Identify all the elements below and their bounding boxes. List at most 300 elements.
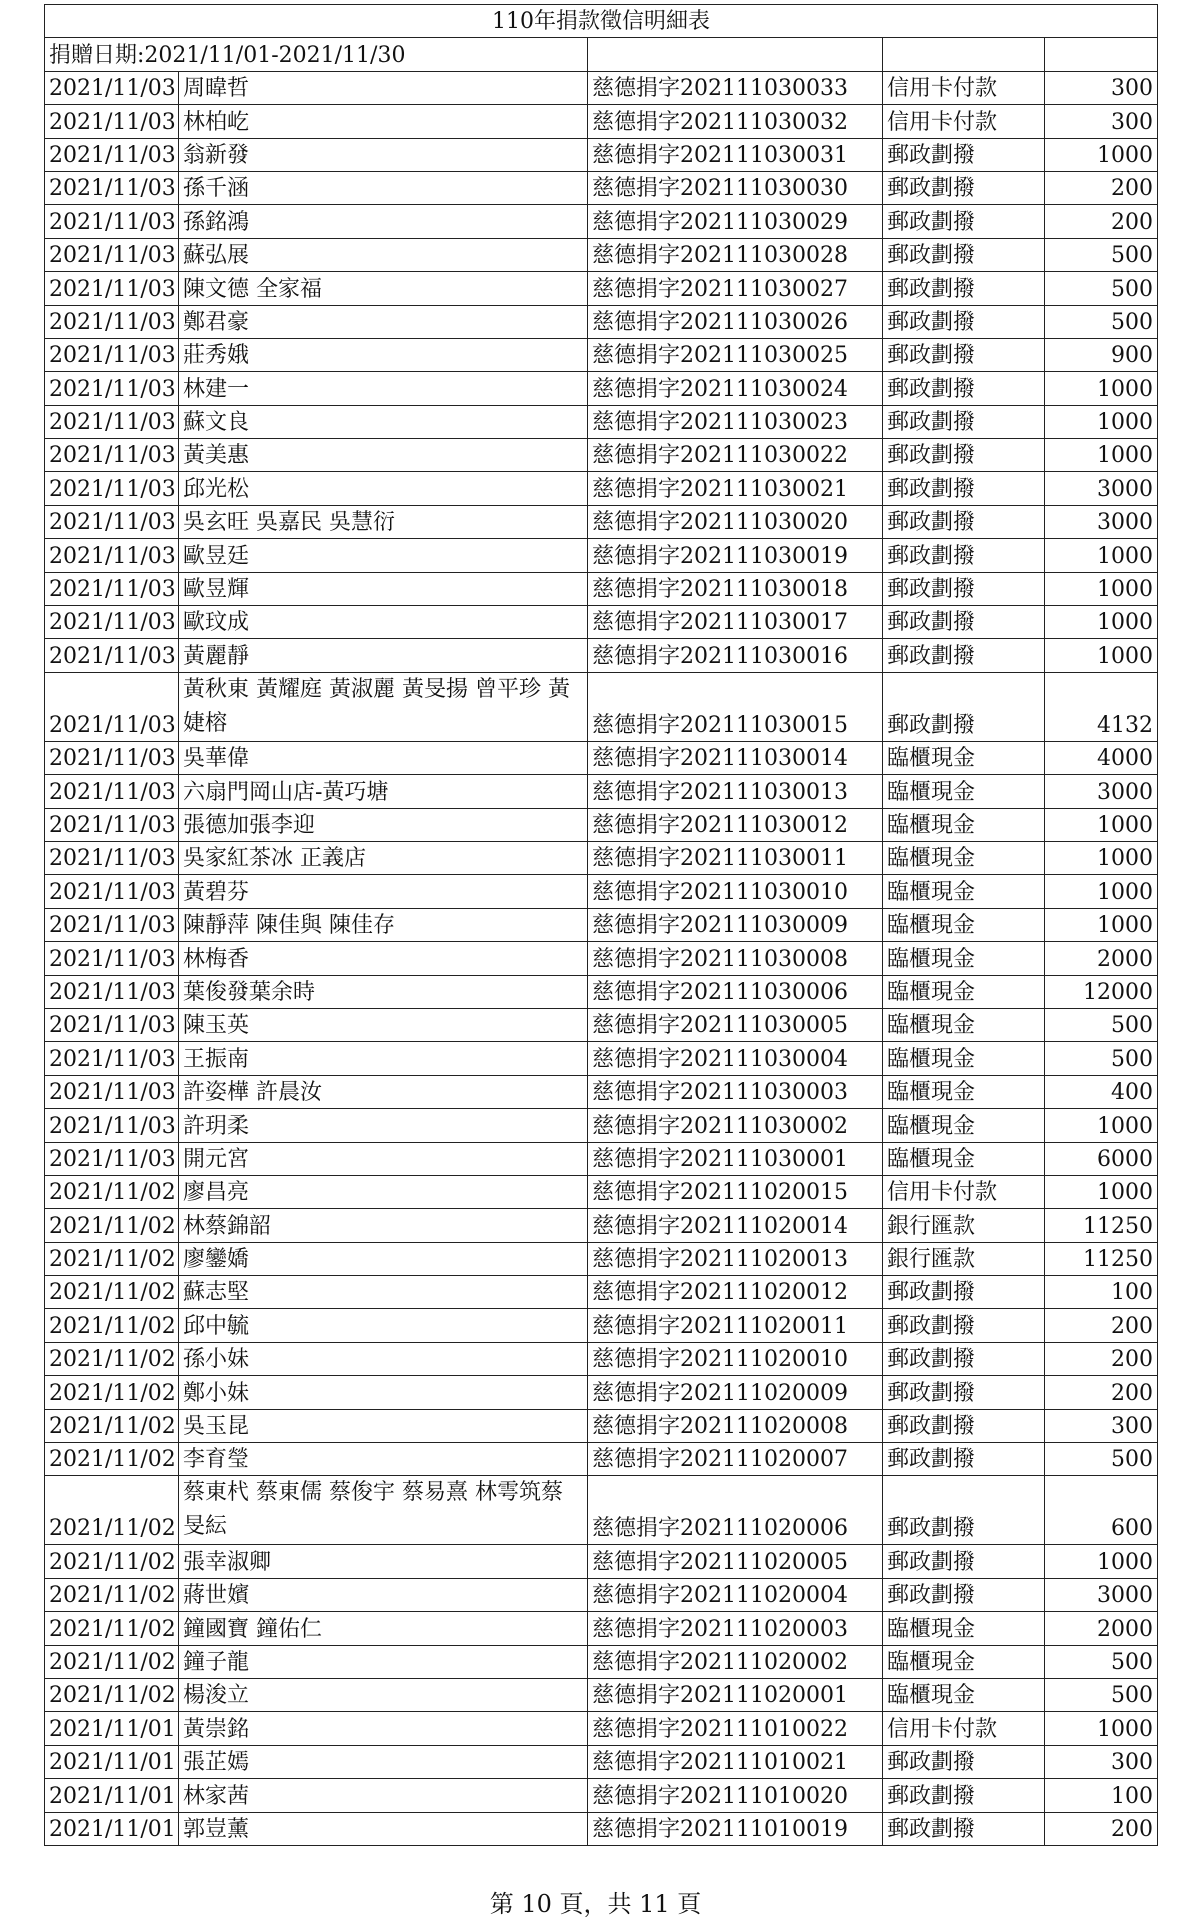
donation-amount: 500 <box>1045 1443 1158 1476</box>
payment-method: 郵政劃撥 <box>883 639 1045 672</box>
payment-method: 臨櫃現金 <box>883 1109 1045 1142</box>
donor-name: 林家茜 <box>179 1779 588 1812</box>
donor-name: 陳玉英 <box>179 1008 588 1041</box>
donor-name: 莊秀娥 <box>179 338 588 371</box>
donor-name: 陳文德 全家福 <box>179 272 588 305</box>
receipt-number: 慈德捐字202111030014 <box>588 741 883 774</box>
donation-amount: 200 <box>1045 1812 1158 1845</box>
donor-name: 王振南 <box>179 1042 588 1075</box>
donation-amount: 200 <box>1045 171 1158 204</box>
donation-amount: 1000 <box>1045 1175 1158 1208</box>
receipt-number: 慈德捐字202111030016 <box>588 639 883 672</box>
donation-amount: 1000 <box>1045 908 1158 941</box>
donation-date: 2021/11/02 <box>45 1678 179 1711</box>
empty-cell <box>1045 38 1158 71</box>
donation-date: 2021/11/01 <box>45 1745 179 1778</box>
donation-amount: 600 <box>1045 1476 1158 1545</box>
donation-date: 2021/11/03 <box>45 105 179 138</box>
donor-name: 黃美惠 <box>179 439 588 472</box>
receipt-number: 慈德捐字202111020006 <box>588 1476 883 1545</box>
donor-name: 開元宮 <box>179 1142 588 1175</box>
receipt-number: 慈德捐字202111030012 <box>588 808 883 841</box>
donation-amount: 300 <box>1045 105 1158 138</box>
receipt-number: 慈德捐字202111030030 <box>588 171 883 204</box>
receipt-number: 慈德捐字202111030028 <box>588 238 883 271</box>
page-footer: 第 10 頁，共 11 頁 <box>489 1890 702 1918</box>
payment-method: 臨櫃現金 <box>883 1142 1045 1175</box>
payment-method: 郵政劃撥 <box>883 672 1045 741</box>
donation-date: 2021/11/03 <box>45 539 179 572</box>
table-row <box>45 775 1158 808</box>
table-row <box>45 472 1158 505</box>
receipt-number: 慈德捐字202111030021 <box>588 472 883 505</box>
donation-date: 2021/11/03 <box>45 975 179 1008</box>
donation-amount: 2000 <box>1045 1612 1158 1645</box>
payment-method: 信用卡付款 <box>883 71 1045 104</box>
payment-method: 郵政劃撥 <box>883 272 1045 305</box>
date-range-row <box>45 38 1158 71</box>
receipt-number: 慈德捐字202111030023 <box>588 405 883 438</box>
donation-date: 2021/11/03 <box>45 138 179 171</box>
payment-method: 郵政劃撥 <box>883 238 1045 271</box>
donor-name: 張幸淑卿 <box>179 1545 588 1578</box>
payment-method: 郵政劃撥 <box>883 1545 1045 1578</box>
table-row <box>45 1745 1158 1778</box>
empty-cell <box>883 38 1045 71</box>
donor-name: 許姿樺 許晨汝 <box>179 1075 588 1108</box>
payment-method: 臨櫃現金 <box>883 1075 1045 1108</box>
receipt-number: 慈德捐字202111030001 <box>588 1142 883 1175</box>
table-row <box>45 1578 1158 1611</box>
donor-name: 邱光松 <box>179 472 588 505</box>
receipt-number: 慈德捐字202111030006 <box>588 975 883 1008</box>
table-row <box>45 1075 1158 1108</box>
payment-method: 郵政劃撥 <box>883 1476 1045 1545</box>
donation-amount: 11250 <box>1045 1242 1158 1275</box>
payment-method: 郵政劃撥 <box>883 1276 1045 1309</box>
donor-name: 孫千涵 <box>179 171 588 204</box>
payment-method: 郵政劃撥 <box>883 1812 1045 1845</box>
payment-method: 郵政劃撥 <box>883 338 1045 371</box>
donor-name: 張芷嫣 <box>179 1745 588 1778</box>
donation-date: 2021/11/03 <box>45 372 179 405</box>
table-row <box>45 572 1158 605</box>
donation-amount: 3000 <box>1045 1578 1158 1611</box>
donation-date: 2021/11/02 <box>45 1376 179 1409</box>
donation-table <box>44 4 1158 1846</box>
donor-name: 黃崇銘 <box>179 1712 588 1745</box>
donation-date: 2021/11/01 <box>45 1712 179 1745</box>
table-row <box>45 1812 1158 1845</box>
donation-date: 2021/11/03 <box>45 942 179 975</box>
donation-amount: 500 <box>1045 1645 1158 1678</box>
donor-name: 蘇文良 <box>179 405 588 438</box>
table-row <box>45 205 1158 238</box>
donation-amount: 400 <box>1045 1075 1158 1108</box>
payment-method: 郵政劃撥 <box>883 138 1045 171</box>
donation-date: 2021/11/03 <box>45 639 179 672</box>
payment-method: 郵政劃撥 <box>883 572 1045 605</box>
donation-date: 2021/11/01 <box>45 1779 179 1812</box>
donor-name: 孫小妹 <box>179 1342 588 1375</box>
table-row <box>45 1342 1158 1375</box>
donation-amount: 1000 <box>1045 572 1158 605</box>
payment-method: 郵政劃撥 <box>883 1309 1045 1342</box>
payment-method: 郵政劃撥 <box>883 1409 1045 1442</box>
donation-amount: 200 <box>1045 1342 1158 1375</box>
receipt-number: 慈德捐字202111020002 <box>588 1645 883 1678</box>
table-row <box>45 539 1158 572</box>
table-row <box>45 372 1158 405</box>
table-row <box>45 305 1158 338</box>
receipt-number: 慈德捐字202111020011 <box>588 1309 883 1342</box>
donor-name: 鄭君豪 <box>179 305 588 338</box>
payment-method: 郵政劃撥 <box>883 205 1045 238</box>
table-row <box>45 1678 1158 1711</box>
donation-amount: 1000 <box>1045 841 1158 874</box>
donation-amount: 3000 <box>1045 505 1158 538</box>
donor-name: 吳華偉 <box>179 741 588 774</box>
donor-name: 蘇志堅 <box>179 1276 588 1309</box>
donation-date: 2021/11/02 <box>45 1645 179 1678</box>
donation-date: 2021/11/03 <box>45 272 179 305</box>
receipt-number: 慈德捐字202111030027 <box>588 272 883 305</box>
payment-method: 郵政劃撥 <box>883 1578 1045 1611</box>
donation-date: 2021/11/03 <box>45 205 179 238</box>
payment-method: 郵政劃撥 <box>883 472 1045 505</box>
donation-date: 2021/11/03 <box>45 505 179 538</box>
table-row <box>45 1309 1158 1342</box>
donor-name: 廖鑾嬌 <box>179 1242 588 1275</box>
receipt-number: 慈德捐字202111030026 <box>588 305 883 338</box>
donor-name: 吳玄旺 吳嘉民 吳慧衍 <box>179 505 588 538</box>
receipt-number: 慈德捐字202111020014 <box>588 1209 883 1242</box>
donor-name: 林建一 <box>179 372 588 405</box>
donor-name: 林梅香 <box>179 942 588 975</box>
receipt-number: 慈德捐字202111030031 <box>588 138 883 171</box>
receipt-number: 慈德捐字202111010022 <box>588 1712 883 1745</box>
donation-date: 2021/11/02 <box>45 1276 179 1309</box>
payment-method: 信用卡付款 <box>883 1712 1045 1745</box>
donation-date: 2021/11/02 <box>45 1342 179 1375</box>
donation-amount: 12000 <box>1045 975 1158 1008</box>
donation-amount: 900 <box>1045 338 1158 371</box>
payment-method: 臨櫃現金 <box>883 1008 1045 1041</box>
receipt-number: 慈德捐字202111030004 <box>588 1042 883 1075</box>
donor-name: 翁新發 <box>179 138 588 171</box>
donation-amount: 6000 <box>1045 1142 1158 1175</box>
payment-method: 銀行匯款 <box>883 1242 1045 1275</box>
receipt-number: 慈德捐字202111030002 <box>588 1109 883 1142</box>
table-row <box>45 405 1158 438</box>
payment-method: 郵政劃撥 <box>883 439 1045 472</box>
donation-date: 2021/11/01 <box>45 1812 179 1845</box>
donation-date: 2021/11/02 <box>45 1409 179 1442</box>
payment-method: 信用卡付款 <box>883 1175 1045 1208</box>
table-row <box>45 439 1158 472</box>
donation-date: 2021/11/02 <box>45 1476 179 1545</box>
receipt-number: 慈德捐字202111010019 <box>588 1812 883 1845</box>
donation-date: 2021/11/03 <box>45 672 179 741</box>
table-row <box>45 908 1158 941</box>
donation-amount: 3000 <box>1045 472 1158 505</box>
payment-method: 臨櫃現金 <box>883 775 1045 808</box>
donation-date: 2021/11/02 <box>45 1443 179 1476</box>
table-row <box>45 639 1158 672</box>
payment-method: 臨櫃現金 <box>883 1645 1045 1678</box>
donor-name: 郭豈薰 <box>179 1812 588 1845</box>
table-row <box>45 606 1158 639</box>
payment-method: 臨櫃現金 <box>883 808 1045 841</box>
donor-name: 吳玉昆 <box>179 1409 588 1442</box>
payment-method: 臨櫃現金 <box>883 908 1045 941</box>
payment-method: 郵政劃撥 <box>883 372 1045 405</box>
donation-amount: 4000 <box>1045 741 1158 774</box>
receipt-number: 慈德捐字202111020010 <box>588 1342 883 1375</box>
donation-date: 2021/11/02 <box>45 1175 179 1208</box>
donation-amount: 500 <box>1045 272 1158 305</box>
table-row <box>45 1476 1158 1545</box>
receipt-number: 慈德捐字202111030005 <box>588 1008 883 1041</box>
donation-amount: 1000 <box>1045 1712 1158 1745</box>
payment-method: 銀行匯款 <box>883 1209 1045 1242</box>
donation-date: 2021/11/02 <box>45 1612 179 1645</box>
receipt-number: 慈德捐字202111020013 <box>588 1242 883 1275</box>
donation-amount: 500 <box>1045 305 1158 338</box>
donation-date: 2021/11/02 <box>45 1309 179 1342</box>
donation-date: 2021/11/03 <box>45 875 179 908</box>
title-row <box>45 5 1158 38</box>
donor-name: 蘇弘展 <box>179 238 588 271</box>
donor-name: 黃麗靜 <box>179 639 588 672</box>
receipt-number: 慈德捐字202111030010 <box>588 875 883 908</box>
receipt-number: 慈德捐字202111030025 <box>588 338 883 371</box>
donation-amount: 1000 <box>1045 138 1158 171</box>
receipt-number: 慈德捐字202111020004 <box>588 1578 883 1611</box>
donor-name: 林蔡錦韶 <box>179 1209 588 1242</box>
table-row <box>45 1109 1158 1142</box>
donor-name: 張德加張李迎 <box>179 808 588 841</box>
table-row <box>45 975 1158 1008</box>
payment-method: 郵政劃撥 <box>883 505 1045 538</box>
donation-date: 2021/11/02 <box>45 1545 179 1578</box>
receipt-number: 慈德捐字202111030003 <box>588 1075 883 1108</box>
payment-method: 郵政劃撥 <box>883 1443 1045 1476</box>
receipt-number: 慈德捐字202111030022 <box>588 439 883 472</box>
donation-amount: 300 <box>1045 1745 1158 1778</box>
donor-name: 陳靜萍 陳佳與 陳佳存 <box>179 908 588 941</box>
receipt-number: 慈德捐字202111020012 <box>588 1276 883 1309</box>
donor-name: 歐昱輝 <box>179 572 588 605</box>
donation-date: 2021/11/03 <box>45 171 179 204</box>
payment-method: 郵政劃撥 <box>883 606 1045 639</box>
receipt-number: 慈德捐字202111030011 <box>588 841 883 874</box>
table-row <box>45 1276 1158 1309</box>
receipt-number: 慈德捐字202111020005 <box>588 1545 883 1578</box>
table-row <box>45 1712 1158 1745</box>
donation-date: 2021/11/03 <box>45 572 179 605</box>
donor-name: 歐昱廷 <box>179 539 588 572</box>
table-row <box>45 672 1158 741</box>
receipt-number: 慈德捐字202111010021 <box>588 1745 883 1778</box>
payment-method: 臨櫃現金 <box>883 741 1045 774</box>
table-row <box>45 1142 1158 1175</box>
table-title: 110年捐款徵信明細表 <box>45 5 1158 38</box>
payment-method: 臨櫃現金 <box>883 875 1045 908</box>
donor-name: 林柏屹 <box>179 105 588 138</box>
receipt-number: 慈德捐字202111020003 <box>588 1612 883 1645</box>
payment-method: 郵政劃撥 <box>883 1342 1045 1375</box>
donation-date: 2021/11/03 <box>45 1075 179 1108</box>
table-row <box>45 1545 1158 1578</box>
table-row <box>45 1242 1158 1275</box>
receipt-number: 慈德捐字202111030018 <box>588 572 883 605</box>
donation-amount: 200 <box>1045 205 1158 238</box>
table-row <box>45 138 1158 171</box>
table-row <box>45 71 1158 104</box>
receipt-number: 慈德捐字202111030033 <box>588 71 883 104</box>
donor-name: 吳家紅茶冰 正義店 <box>179 841 588 874</box>
donation-date: 2021/11/03 <box>45 741 179 774</box>
donation-date: 2021/11/03 <box>45 305 179 338</box>
donor-name: 蔡東杙 蔡東儒 蔡俊宇 蔡易熹 林雩筑蔡旻紜 <box>179 1476 588 1545</box>
payment-method: 郵政劃撥 <box>883 405 1045 438</box>
table-row <box>45 808 1158 841</box>
table-row <box>45 272 1158 305</box>
table-row <box>45 338 1158 371</box>
receipt-number: 慈德捐字202111020008 <box>588 1409 883 1442</box>
donation-date: 2021/11/03 <box>45 1008 179 1041</box>
payment-method: 臨櫃現金 <box>883 1612 1045 1645</box>
table-row <box>45 875 1158 908</box>
donor-name: 黃碧芬 <box>179 875 588 908</box>
donation-amount: 2000 <box>1045 942 1158 975</box>
receipt-number: 慈德捐字202111030024 <box>588 372 883 405</box>
receipt-number: 慈德捐字202111030020 <box>588 505 883 538</box>
receipt-number: 慈德捐字202111010020 <box>588 1779 883 1812</box>
donor-name: 廖昌亮 <box>179 1175 588 1208</box>
table-row <box>45 741 1158 774</box>
receipt-number: 慈德捐字202111030029 <box>588 205 883 238</box>
receipt-number: 慈德捐字202111030015 <box>588 672 883 741</box>
donor-name: 李育瑩 <box>179 1443 588 1476</box>
donor-name: 蔣世嬪 <box>179 1578 588 1611</box>
payment-method: 郵政劃撥 <box>883 1376 1045 1409</box>
donation-amount: 3000 <box>1045 775 1158 808</box>
receipt-number: 慈德捐字202111030017 <box>588 606 883 639</box>
donation-amount: 100 <box>1045 1779 1158 1812</box>
empty-cell <box>588 38 883 71</box>
payment-method: 臨櫃現金 <box>883 1678 1045 1711</box>
payment-method: 臨櫃現金 <box>883 975 1045 1008</box>
donation-amount: 1000 <box>1045 1109 1158 1142</box>
payment-method: 郵政劃撥 <box>883 1745 1045 1778</box>
donation-date: 2021/11/03 <box>45 1142 179 1175</box>
donation-amount: 4132 <box>1045 672 1158 741</box>
donation-date: 2021/11/03 <box>45 808 179 841</box>
table-row <box>45 1612 1158 1645</box>
donation-date: 2021/11/03 <box>45 1042 179 1075</box>
receipt-number: 慈德捐字202111030032 <box>588 105 883 138</box>
date-range: 捐贈日期:2021/11/01-2021/11/30 <box>45 38 588 71</box>
donation-date: 2021/11/03 <box>45 841 179 874</box>
donation-date: 2021/11/02 <box>45 1209 179 1242</box>
table-row <box>45 942 1158 975</box>
payment-method: 臨櫃現金 <box>883 1042 1045 1075</box>
donation-amount: 200 <box>1045 1309 1158 1342</box>
table-row <box>45 841 1158 874</box>
donation-amount: 1000 <box>1045 539 1158 572</box>
table-row <box>45 1645 1158 1678</box>
donation-amount: 500 <box>1045 1678 1158 1711</box>
donation-amount: 1000 <box>1045 606 1158 639</box>
donation-date: 2021/11/02 <box>45 1242 179 1275</box>
donation-amount: 1000 <box>1045 639 1158 672</box>
receipt-number: 慈德捐字202111030009 <box>588 908 883 941</box>
donation-date: 2021/11/03 <box>45 1109 179 1142</box>
receipt-number: 慈德捐字202111030013 <box>588 775 883 808</box>
donor-name: 葉俊發葉余時 <box>179 975 588 1008</box>
table-row <box>45 171 1158 204</box>
table-row <box>45 505 1158 538</box>
donation-amount: 1000 <box>1045 808 1158 841</box>
table-row <box>45 1175 1158 1208</box>
donation-amount: 500 <box>1045 238 1158 271</box>
table-row <box>45 1779 1158 1812</box>
payment-method: 郵政劃撥 <box>883 171 1045 204</box>
table-row <box>45 1443 1158 1476</box>
donation-date: 2021/11/02 <box>45 1578 179 1611</box>
donor-name: 楊浚立 <box>179 1678 588 1711</box>
donation-date: 2021/11/03 <box>45 238 179 271</box>
table-row <box>45 1376 1158 1409</box>
donor-name: 周暐哲 <box>179 71 588 104</box>
donor-name: 許玥柔 <box>179 1109 588 1142</box>
donation-amount: 500 <box>1045 1008 1158 1041</box>
donor-name: 鄭小妹 <box>179 1376 588 1409</box>
donation-amount: 1000 <box>1045 439 1158 472</box>
donor-name: 鐘國寶 鐘佑仁 <box>179 1612 588 1645</box>
payment-method: 臨櫃現金 <box>883 841 1045 874</box>
payment-method: 臨櫃現金 <box>883 942 1045 975</box>
donation-amount: 1000 <box>1045 1545 1158 1578</box>
donation-date: 2021/11/03 <box>45 71 179 104</box>
table-row <box>45 238 1158 271</box>
receipt-number: 慈德捐字202111030019 <box>588 539 883 572</box>
payment-method: 郵政劃撥 <box>883 539 1045 572</box>
donation-date: 2021/11/03 <box>45 908 179 941</box>
donation-date: 2021/11/03 <box>45 338 179 371</box>
donation-amount: 100 <box>1045 1276 1158 1309</box>
donation-date: 2021/11/03 <box>45 606 179 639</box>
table-row <box>45 1042 1158 1075</box>
donation-date: 2021/11/03 <box>45 405 179 438</box>
donation-amount: 300 <box>1045 71 1158 104</box>
donation-amount: 500 <box>1045 1042 1158 1075</box>
payment-method: 郵政劃撥 <box>883 305 1045 338</box>
donor-name: 歐玟成 <box>179 606 588 639</box>
table-row <box>45 1008 1158 1041</box>
donation-amount: 200 <box>1045 1376 1158 1409</box>
payment-method: 郵政劃撥 <box>883 1779 1045 1812</box>
donor-name: 鐘子龍 <box>179 1645 588 1678</box>
donation-amount: 1000 <box>1045 405 1158 438</box>
donation-date: 2021/11/03 <box>45 775 179 808</box>
donor-name: 孫銘鴻 <box>179 205 588 238</box>
receipt-number: 慈德捐字202111020001 <box>588 1678 883 1711</box>
donation-amount: 11250 <box>1045 1209 1158 1242</box>
donor-name: 邱中毓 <box>179 1309 588 1342</box>
